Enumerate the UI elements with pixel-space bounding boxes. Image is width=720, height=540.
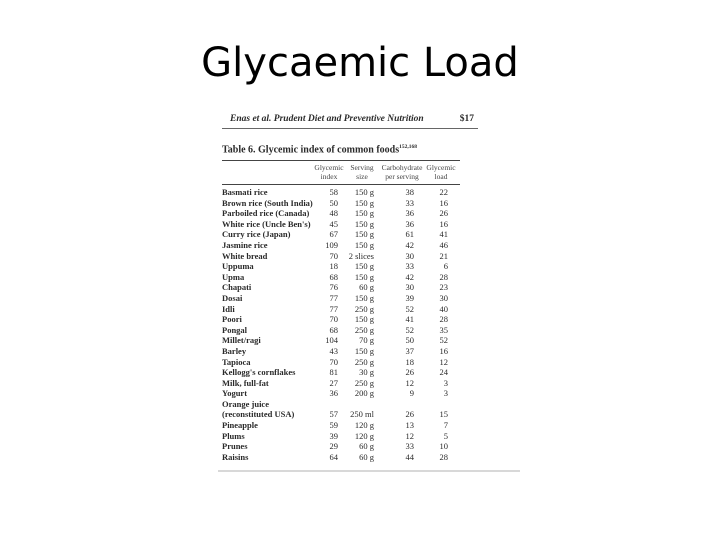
- column-header-gi: [314, 163, 344, 181]
- cell-carb: 36: [405, 208, 414, 219]
- cell-carb: 41: [405, 314, 414, 325]
- cell-carb: 52: [405, 303, 414, 314]
- cell-load: 46: [439, 239, 448, 250]
- cell-food: Kellogg's cornflakes: [222, 367, 296, 378]
- cell-load: 26: [439, 208, 448, 219]
- cell-load: 10: [439, 441, 448, 452]
- page-number: $17: [459, 114, 474, 124]
- table-row: [222, 346, 462, 357]
- cell-gi: 48: [329, 208, 338, 219]
- column-header-serving-line1: Serving: [350, 163, 374, 172]
- cell-food: White rice (Uncle Ben's): [222, 218, 311, 229]
- cell-serving: 250 ml: [350, 409, 374, 420]
- cell-serving: 150 g: [354, 229, 374, 240]
- column-header-load-line2: load: [434, 172, 448, 181]
- cell-food: Curry rice (Japan): [222, 229, 291, 240]
- cell-food: Uppuma: [222, 261, 254, 272]
- cell-food: Milk, full-fat: [222, 377, 269, 388]
- table-top-rule: [222, 160, 460, 161]
- cell-load: 21: [439, 250, 448, 261]
- cell-load: 15: [439, 409, 448, 420]
- table-title-text: Table 6. Glycemic index of common foods: [222, 144, 400, 156]
- cell-gi: 67: [329, 229, 338, 240]
- cell-serving: 250 g: [354, 377, 374, 388]
- cell-serving: 250 g: [354, 324, 374, 335]
- column-header-load: [424, 163, 458, 181]
- cell-load: 41: [439, 229, 448, 240]
- cell-serving: 70 g: [359, 335, 374, 346]
- cell-carb: 39: [405, 292, 414, 303]
- cell-gi: 36: [329, 388, 338, 399]
- cell-serving: 150 g: [354, 292, 374, 303]
- cell-carb: 42: [405, 271, 414, 282]
- column-header-carb-line1: Carbohydrate: [381, 163, 423, 172]
- cell-food: Orange juice: [222, 398, 269, 409]
- cell-gi: 68: [329, 324, 338, 335]
- cell-load: 7: [443, 420, 448, 431]
- cell-load: 52: [439, 335, 448, 346]
- cell-carb: 30: [405, 250, 414, 261]
- cell-carb: 37: [405, 345, 414, 356]
- cell-carb: 42: [405, 239, 414, 250]
- cell-serving: 30 g: [359, 367, 374, 378]
- cell-food: (reconstituted USA): [222, 409, 295, 420]
- cell-load: 35: [439, 324, 448, 335]
- cell-gi: 50: [329, 197, 338, 208]
- cell-gi: 77: [329, 292, 338, 303]
- cell-gi: 77: [329, 303, 338, 314]
- cell-load: 23: [439, 282, 448, 293]
- table-row: [222, 335, 462, 346]
- cell-food: Barley: [222, 345, 247, 356]
- cell-food: Tapioca: [222, 356, 251, 367]
- cell-carb: 9: [409, 388, 414, 399]
- cell-serving: 120 g: [354, 430, 374, 441]
- cell-food: Jasmine rice: [222, 239, 268, 250]
- cell-carb: 38: [405, 187, 414, 197]
- column-header-carb: [376, 163, 428, 181]
- cell-serving: 60 g: [359, 441, 374, 452]
- cell-load: 16: [439, 218, 448, 229]
- table-row: [222, 208, 462, 219]
- cell-gi: 81: [329, 367, 338, 378]
- column-header-load-line1: Glycemic: [426, 163, 456, 172]
- table-row: [222, 367, 462, 378]
- cell-load: 3: [443, 377, 448, 388]
- table-row: [222, 399, 462, 410]
- cell-serving: 150 g: [354, 261, 374, 272]
- table-row: [222, 304, 462, 315]
- cell-load: 28: [439, 451, 448, 462]
- cell-carb: 30: [405, 282, 414, 293]
- cell-serving: 150 g: [354, 218, 374, 229]
- cell-serving: 150 g: [354, 187, 374, 197]
- cell-food: Pongal: [222, 324, 248, 335]
- cell-food: Dosai: [222, 292, 243, 303]
- cell-carb: 12: [405, 430, 414, 441]
- cell-gi: 27: [329, 377, 338, 388]
- table-row: [222, 261, 462, 272]
- cell-gi: 68: [329, 271, 338, 282]
- cell-serving: 250 g: [354, 356, 374, 367]
- table-row: [222, 325, 462, 336]
- cell-carb: 36: [405, 218, 414, 229]
- cell-gi: 59: [329, 420, 338, 431]
- cell-load: 22: [439, 187, 448, 197]
- cell-serving: 120 g: [354, 420, 374, 431]
- cell-serving: 2 slices: [348, 250, 374, 261]
- cell-serving: 150 g: [354, 314, 374, 325]
- table-row: [222, 314, 462, 325]
- cell-gi: 64: [329, 451, 338, 462]
- cell-food: Millet/ragi: [222, 335, 261, 346]
- table-header-rule: [222, 184, 460, 185]
- cell-gi: 39: [329, 430, 338, 441]
- cell-carb: 33: [405, 197, 414, 208]
- cell-carb: 44: [405, 451, 414, 462]
- cell-gi: 70: [329, 356, 338, 367]
- running-head-text: Enas et al. Prudent Diet and Preventive Nutrition: [230, 114, 424, 124]
- cell-load: 16: [439, 345, 448, 356]
- cell-load: 28: [439, 314, 448, 325]
- cell-gi: 29: [329, 441, 338, 452]
- column-header-serving: [345, 163, 379, 181]
- cell-carb: 33: [405, 261, 414, 272]
- cell-food: Prunes: [222, 441, 248, 452]
- cell-gi: 43: [329, 345, 338, 356]
- table-row: [222, 229, 462, 240]
- cell-food: Idli: [222, 303, 235, 314]
- table-row: [222, 431, 462, 442]
- cell-carb: 13: [405, 420, 414, 431]
- table-row: [222, 420, 462, 431]
- table-row: [222, 452, 462, 463]
- cell-load: 12: [439, 356, 448, 367]
- cell-food: Plums: [222, 430, 245, 441]
- cell-gi: 45: [329, 218, 338, 229]
- cell-gi: 70: [329, 250, 338, 261]
- table-row: [222, 388, 462, 399]
- running-head: [230, 114, 474, 124]
- table-row: [222, 251, 462, 262]
- table-row: [222, 272, 462, 283]
- cell-food: Basmati rice: [222, 187, 268, 197]
- cell-serving: 60 g: [359, 282, 374, 293]
- cell-food: White bread: [222, 250, 268, 261]
- table-row: [222, 198, 462, 209]
- cell-food: Yogurt: [222, 388, 248, 399]
- table-row: [222, 187, 462, 198]
- cell-load: 5: [443, 430, 448, 441]
- column-header-gi-line1: Glycemic: [314, 163, 344, 172]
- cell-carb: 50: [405, 335, 414, 346]
- table-row: [222, 219, 462, 230]
- table-title: [222, 144, 417, 155]
- cell-gi: 104: [325, 335, 338, 346]
- slide-title: Glycaemic Load: [201, 40, 519, 86]
- table-row: [222, 293, 462, 304]
- table-title-refs: 152,168: [399, 144, 417, 150]
- cell-food: Pineapple: [222, 420, 258, 431]
- cell-load: 16: [439, 197, 448, 208]
- cell-food: Poori: [222, 314, 242, 325]
- cell-gi: 109: [325, 239, 338, 250]
- table-row: [222, 441, 462, 452]
- cell-gi: 58: [329, 187, 338, 197]
- cell-carb: 18: [405, 356, 414, 367]
- cell-load: 30: [439, 292, 448, 303]
- cell-serving: 150 g: [354, 345, 374, 356]
- column-header-gi-line2: index: [320, 172, 338, 181]
- table-row: [222, 357, 462, 368]
- cell-carb: 52: [405, 324, 414, 335]
- cell-carb: 26: [405, 367, 414, 378]
- scanned-table-image: [218, 110, 520, 472]
- table-body: [222, 187, 462, 462]
- cell-load: 3: [443, 388, 448, 399]
- cell-load: 28: [439, 271, 448, 282]
- cell-serving: 150 g: [354, 239, 374, 250]
- cell-gi: 18: [329, 261, 338, 272]
- cell-gi: 57: [329, 409, 338, 420]
- cell-carb: 26: [405, 409, 414, 420]
- cell-food: Chapati: [222, 282, 252, 293]
- cell-serving: 200 g: [354, 388, 374, 399]
- table-row: [222, 378, 462, 389]
- cell-carb: 12: [405, 377, 414, 388]
- cell-serving: 60 g: [359, 451, 374, 462]
- cell-load: 6: [443, 261, 448, 272]
- cell-food: Parboiled rice (Canada): [222, 208, 310, 219]
- cell-carb: 61: [405, 229, 414, 240]
- cell-carb: 33: [405, 441, 414, 452]
- cell-serving: 250 g: [354, 303, 374, 314]
- cell-food: Brown rice (South India): [222, 197, 313, 208]
- table-row: [222, 240, 462, 251]
- cell-gi: 76: [329, 282, 338, 293]
- column-header-carb-line2: per serving: [385, 172, 419, 181]
- cell-food: Upma: [222, 271, 245, 282]
- table-row: [222, 409, 462, 420]
- cell-load: 40: [439, 303, 448, 314]
- header-rule: [222, 128, 478, 129]
- cell-gi: 70: [329, 314, 338, 325]
- cell-serving: 150 g: [354, 208, 374, 219]
- cell-load: 24: [439, 367, 448, 378]
- table-row: [222, 282, 462, 293]
- cell-food: Raisins: [222, 451, 249, 462]
- cell-serving: 150 g: [354, 271, 374, 282]
- cell-serving: 150 g: [354, 197, 374, 208]
- column-header-serving-line2: size: [356, 172, 368, 181]
